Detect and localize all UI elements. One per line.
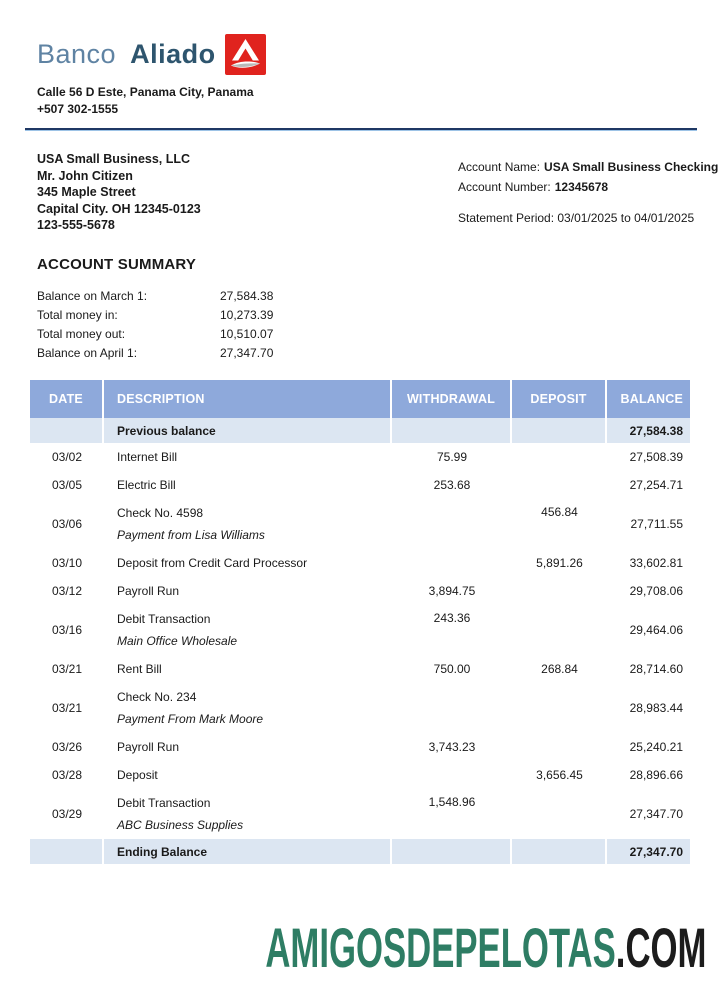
description-line1: Deposit from Credit Card Processor xyxy=(117,556,308,570)
cell-balance: 29,464.06 xyxy=(629,623,683,637)
cell-deposit xyxy=(512,683,607,733)
summary-value: 27,584.38 xyxy=(220,289,274,303)
table-row xyxy=(30,733,690,761)
bank-name xyxy=(37,39,216,70)
cell-date: 03/02 xyxy=(51,450,83,464)
watermark xyxy=(265,915,706,980)
account-number-line xyxy=(458,177,718,197)
cell-deposit xyxy=(512,605,607,655)
cell-withdrawal xyxy=(392,549,512,577)
description-line2: ABC Business Supplies xyxy=(117,818,244,832)
description-line1: Ending Balance xyxy=(117,844,208,859)
cell-deposit xyxy=(512,471,607,499)
cell-withdrawal: 3,894.75 xyxy=(428,584,476,598)
col-header-date: DATE xyxy=(30,380,104,418)
cell-description xyxy=(104,733,392,761)
bank-phone: +507 302-1555 xyxy=(37,102,119,116)
description-line1: Rent Bill xyxy=(117,662,162,676)
watermark-dark-text: .COM xyxy=(615,916,706,979)
customer-line: 123-555-5678 xyxy=(37,218,115,232)
account-summary-list xyxy=(37,287,273,363)
table-row xyxy=(30,499,690,549)
col-header-deposit: DEPOSIT xyxy=(512,380,607,418)
table-row xyxy=(30,418,690,443)
account-name-value: USA Small Business Checking xyxy=(544,160,719,174)
cell-withdrawal: 3,743.23 xyxy=(428,740,476,754)
account-summary-title: ACCOUNT SUMMARY xyxy=(37,256,197,273)
cell-date: 03/21 xyxy=(51,701,83,715)
description-line1: Check No. 234 xyxy=(117,690,197,704)
cell-balance: 29,708.06 xyxy=(629,584,683,598)
summary-value: 27,347.70 xyxy=(220,346,274,360)
cell-balance: 33,602.81 xyxy=(629,556,683,570)
summary-row xyxy=(37,306,273,325)
table-row xyxy=(30,577,690,605)
cell-deposit xyxy=(512,443,607,471)
description-line1: Payroll Run xyxy=(117,740,180,754)
cell-balance: 28,896.66 xyxy=(629,768,683,782)
customer-line: 345 Maple Street xyxy=(37,185,136,199)
table-row xyxy=(30,549,690,577)
cell-deposit xyxy=(512,577,607,605)
cell-withdrawal: 243.36 xyxy=(433,611,471,625)
cell-date: 03/06 xyxy=(51,517,83,531)
cell-withdrawal xyxy=(392,839,512,864)
cell-balance: 27,254.71 xyxy=(629,478,683,492)
cell-deposit: 268.84 xyxy=(541,662,578,676)
cell-balance: 27,584.38 xyxy=(629,423,683,438)
summary-label: Total money in: xyxy=(37,308,118,322)
account-name-label: Account Name: xyxy=(458,160,541,174)
cell-date: 03/26 xyxy=(51,740,83,754)
cell-date xyxy=(30,418,104,443)
cell-date: 03/12 xyxy=(51,584,83,598)
table-row xyxy=(30,789,690,839)
cell-description xyxy=(104,789,392,839)
cell-date: 03/28 xyxy=(51,768,83,782)
cell-deposit: 456.84 xyxy=(541,505,578,519)
table-row xyxy=(30,839,690,864)
table-row xyxy=(30,471,690,499)
cell-withdrawal: 1,548.96 xyxy=(428,795,476,809)
cell-description xyxy=(104,549,392,577)
cell-withdrawal xyxy=(392,499,512,549)
cell-date: 03/10 xyxy=(51,556,83,570)
header-divider xyxy=(25,128,697,131)
cell-withdrawal: 750.00 xyxy=(433,662,471,676)
description-line1: Deposit xyxy=(117,768,158,782)
summary-row xyxy=(37,344,273,363)
description-line1: Electric Bill xyxy=(117,478,176,492)
bank-name-light: Banco xyxy=(37,39,117,69)
table-header-row xyxy=(30,380,690,418)
table-row xyxy=(30,605,690,655)
cell-withdrawal xyxy=(392,418,512,443)
bank-logo-icon xyxy=(225,34,266,75)
cell-balance: 27,711.55 xyxy=(630,517,683,531)
cell-description xyxy=(104,683,392,733)
cell-balance: 27,508.39 xyxy=(629,450,683,464)
description-line1: Debit Transaction xyxy=(117,796,211,810)
cell-description xyxy=(104,839,392,864)
cell-date xyxy=(30,839,104,864)
summary-value: 10,273.39 xyxy=(220,308,274,322)
table-row xyxy=(30,683,690,733)
cell-description xyxy=(104,471,392,499)
cell-withdrawal: 253.68 xyxy=(433,478,471,492)
col-header-withdrawal: WITHDRAWAL xyxy=(392,380,512,418)
cell-deposit xyxy=(512,789,607,839)
description-line2: Payment From Mark Moore xyxy=(117,712,264,726)
statement-period: Statement Period: 03/01/2025 to 04/01/2025 xyxy=(458,211,695,225)
summary-label: Balance on April 1: xyxy=(37,346,138,360)
customer-address-block xyxy=(37,151,201,234)
cell-withdrawal: 75.99 xyxy=(436,450,468,464)
cell-description xyxy=(104,577,392,605)
cell-deposit xyxy=(512,839,607,864)
col-header-description: DESCRIPTION xyxy=(104,380,392,418)
cell-balance: 27,347.70 xyxy=(629,807,683,821)
customer-line: USA Small Business, LLC xyxy=(37,152,191,166)
description-line2: Payment from Lisa Williams xyxy=(117,528,265,542)
bank-address-block xyxy=(37,84,254,118)
cell-description xyxy=(104,761,392,789)
bank-logo xyxy=(37,34,266,75)
cell-description xyxy=(104,605,392,655)
cell-description xyxy=(104,443,392,471)
cell-deposit: 3,656.45 xyxy=(536,768,583,782)
description-line1: Internet Bill xyxy=(117,450,178,464)
cell-date: 03/29 xyxy=(51,807,83,821)
cell-balance: 27,347.70 xyxy=(629,844,683,859)
cell-description xyxy=(104,655,392,683)
table-row xyxy=(30,761,690,789)
summary-row xyxy=(37,287,273,306)
cell-description xyxy=(104,499,392,549)
summary-value: 10,510.07 xyxy=(220,327,274,341)
cell-deposit xyxy=(512,418,607,443)
description-line1: Previous balance xyxy=(117,423,216,438)
cell-description xyxy=(104,418,392,443)
cell-balance: 28,714.60 xyxy=(629,662,683,676)
summary-label: Total money out: xyxy=(37,327,126,341)
customer-line: Capital City. OH 12345-0123 xyxy=(37,201,201,216)
cell-deposit xyxy=(512,733,607,761)
description-line1: Payroll Run xyxy=(117,584,180,598)
account-number-value: 12345678 xyxy=(554,180,609,194)
summary-label: Balance on March 1: xyxy=(37,289,148,303)
description-line1: Check No. 4598 xyxy=(117,506,204,520)
cell-date: 03/05 xyxy=(51,478,83,492)
account-info-block xyxy=(458,157,718,228)
cell-balance: 28,983.44 xyxy=(629,701,683,715)
cell-withdrawal xyxy=(392,683,512,733)
bank-name-bold: Aliado xyxy=(130,39,216,69)
cell-balance: 25,240.21 xyxy=(629,740,683,754)
table-row xyxy=(30,655,690,683)
cell-withdrawal xyxy=(392,761,512,789)
cell-date: 03/21 xyxy=(51,662,83,676)
account-name-line xyxy=(458,157,718,177)
watermark-green-text: AMIGOSDEPELOTAS xyxy=(264,916,616,979)
col-header-balance: BALANCE xyxy=(620,392,683,406)
description-line1: Debit Transaction xyxy=(117,612,211,626)
table-row xyxy=(30,443,690,471)
transactions-table xyxy=(30,380,690,864)
account-number-label: Account Number: xyxy=(458,180,551,194)
cell-date: 03/16 xyxy=(51,623,83,637)
description-line2: Main Office Wholesale xyxy=(117,634,238,648)
cell-deposit: 5,891.26 xyxy=(536,556,583,570)
bank-address-line: Calle 56 D Este, Panama City, Panama xyxy=(37,85,254,99)
customer-line: Mr. John Citizen xyxy=(37,168,133,183)
summary-row xyxy=(37,325,273,344)
